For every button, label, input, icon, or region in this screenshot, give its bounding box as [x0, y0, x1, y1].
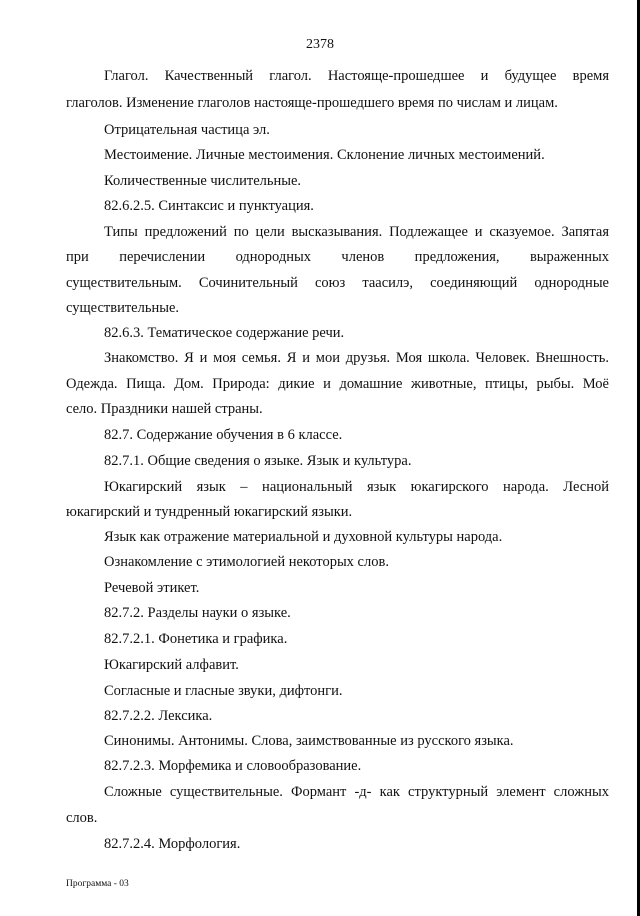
section-heading: 82.7. Содержание обучения в 6 классе.: [104, 427, 343, 443]
text-line: Синонимы. Антонимы. Слова, заимствованные из русского языка.: [104, 733, 514, 749]
section-heading: 82.6.2.5. Синтаксис и пунктуация.: [104, 198, 314, 214]
text-line: юкагирский и тундренный юкагирский языки.: [66, 504, 353, 520]
section-heading: 82.7.2.1. Фонетика и графика.: [104, 631, 288, 647]
text-line: слов.: [66, 810, 98, 826]
text-line: Глагол. Качественный глагол. Настояще-прошедшее и будущее время: [104, 68, 609, 84]
section-heading: 82.7.1. Общие сведения о языке. Язык и культура.: [104, 453, 412, 469]
text-line: Отрицательная частица эл.: [104, 122, 270, 138]
text-line: Язык как отражение материальной и духовной культуры народа.: [104, 529, 503, 545]
text-line: Юкагирский язык – национальный язык юкагирского народа. Лесной: [104, 479, 609, 495]
text-line: глаголов. Изменение глаголов настояще-прошедшего время по числам и лицам.: [66, 95, 558, 111]
section-heading: 82.7.2. Разделы науки о языке.: [104, 605, 291, 621]
section-heading: 82.7.2.3. Морфемика и словообразование.: [104, 758, 362, 774]
text-line: при перечислении однородных членов предложения, выраженных: [66, 249, 609, 265]
section-heading: 82.6.3. Тематическое содержание речи.: [104, 325, 345, 341]
text-line: Количественные числительные.: [104, 173, 302, 189]
text-line: Типы предложений по цели высказывания. Подлежащее и сказуемое. Запятая: [104, 224, 609, 240]
text-line: Сложные существительные. Формант -д- как структурный элемент сложных: [104, 784, 609, 800]
text-line: Согласные и гласные звуки, дифтонги.: [104, 683, 343, 699]
section-heading: 82.7.2.4. Морфология.: [104, 836, 241, 852]
text-line: Знакомство. Я и моя семья. Я и мои друзья. Моя школа. Человек. Внешность.: [104, 350, 609, 366]
footer-label: Программа - 03: [66, 879, 129, 889]
text-line: село. Праздники нашей страны.: [66, 401, 263, 417]
section-heading: 82.7.2.2. Лексика.: [104, 708, 213, 724]
text-line: Одежда. Пища. Дом. Природа: дикие и домашние животные, птицы, рыбы. Моё: [66, 376, 609, 392]
page-number: 2378: [306, 37, 334, 52]
text-line: Местоимение. Личные местоимения. Склонение личных местоимений.: [104, 147, 545, 163]
text-line: существительным. Сочинительный союз таасилэ, соединяющий однородные: [66, 275, 609, 291]
text-line: Юкагирский алфавит.: [104, 657, 239, 673]
text-line: существительные.: [66, 300, 180, 316]
text-line: Речевой этикет.: [104, 580, 200, 596]
text-line: Ознакомление с этимологией некоторых слов.: [104, 554, 389, 570]
